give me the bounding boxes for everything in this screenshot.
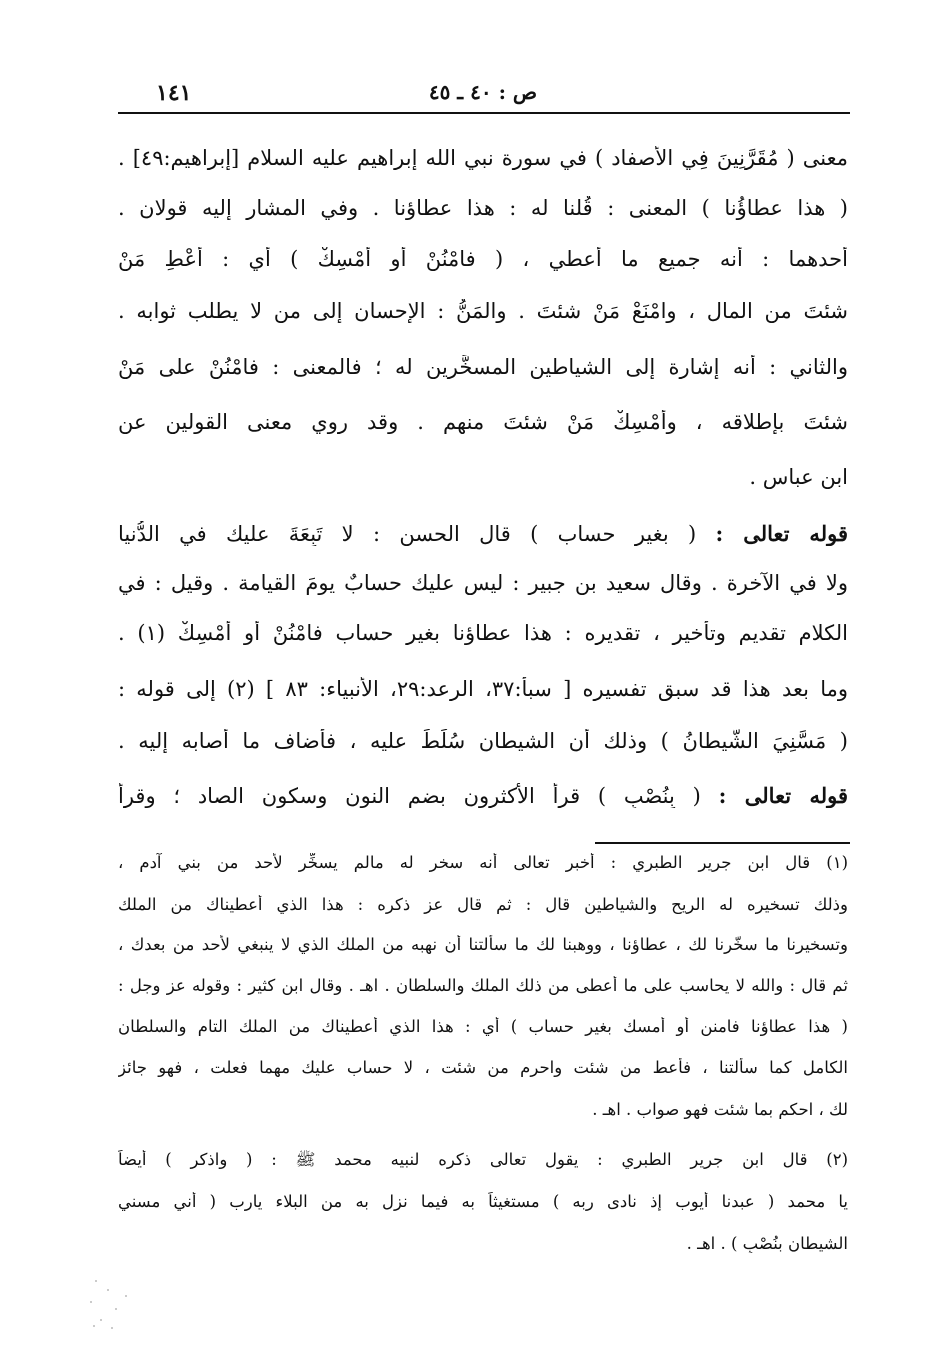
page-header (118, 70, 848, 110)
footnote-line: وذلك تسخيره له الريح والشياطين قال : ثم قال عز ذكره : هذا الذي أعطيناك من الملك (118, 895, 848, 914)
header-divider (118, 112, 850, 114)
footnote-divider (595, 842, 850, 844)
verse-lead-label: قوله تعالى : (718, 783, 848, 808)
verse-lead-label: قوله تعالى : (715, 521, 848, 546)
page-number: ١٤١ (156, 80, 192, 106)
text-line: ( هذا عطاؤُنا ) المعنى : قُلنا له : هذا عطاؤنا . وفي المشار إليه قولان . (118, 196, 848, 220)
footnote-line: (١) قال ابن جرير الطبري : أخبر تعالى أنه سخر له مالم يسخِّر لأحد من بني آدم ، (118, 853, 848, 872)
page-reference: ص : ٤٠ ـ ٤٥ (428, 80, 538, 104)
footnote-line: ( هذا عطاؤنا فامنن أو أمسك بغير حساب ) أي : هذا الذي أعطيناك من الملك التام والسلطان (118, 1017, 848, 1036)
text-line: شئتَ من المال ، وامْنَعْ مَنْ شئتَ . والمَنُّ : الإحسان إلى من لا يطلب ثوابه . (118, 299, 848, 323)
text-line: أحدهما : أنه جميع ما أُعطي ، ( فامْنُنْ أو أَمْسِكْ ) أي : أَعْطِ مَنْ (118, 247, 848, 271)
text-line: قوله تعالى : ( بغير حساب ) قال الحسن : لا تَبِعَةَ عليك في الدُّنيا (118, 521, 848, 546)
text-line: ولا في الآخرة . وقال سعيد بن جبير : ليس عليك حسابٌ يومَ القيامة . وقيل : في (118, 571, 848, 595)
text-line: الكلام تقديم وتأخير ، تقديره : هذا عطاؤنا بغير حساب فامْنُنْ أو أَمْسِكْ (١) . (118, 621, 848, 645)
footnote-line: الكامل كما سألتنا ، فأعط من شئت واحرم من شئت ، لا حساب عليك مهما فعلت ، فهو جائز (118, 1058, 848, 1077)
footnote-line: لك ، احكم بما شئت فهو صواب . اهـ . (592, 1100, 848, 1119)
footnote-line: (٢) قال ابن جرير الطبري : يقول تعالى ذكره لنبيه محمد ﷺ : ( واذكر ) أيضاً (118, 1150, 848, 1169)
text-line: ( مَسَّنِيَ الشَّيطانُ ) وذلك أن الشيطان سُلِّطَ عليه ، فأضاف ما أصابه إليه . (118, 729, 848, 753)
footnote-line: الشيطان بنُصْبٍ ) . اهـ . (686, 1234, 848, 1253)
footnote-line: ثم قال : والله لا يحاسب على ما أعطى من ذلك الملك والسلطان . اهـ . وقال ابن كثير : وقوله عز وجل : (118, 976, 848, 995)
text-line: معنى ( مُقَرَّنِينَ فِي الأَصفاد ) في سورة نبي الله إبراهيم عليه السلام [إبراهيم:٤٩] . (118, 146, 848, 170)
text-line: قوله تعالى : ( بِنُصْبٍ ) قرأ الأكثرون بضم النون وسكون الصاد ؛ وقرأ (118, 783, 848, 808)
text-line: وما بعد هذا قد سبق تفسيره [ سبأ:٣٧، الرعد:٢٩، الأنبياء: ٨٣ ] (٢) إلى قوله : (118, 677, 848, 701)
text-line: والثاني : أنه إشارة إلى الشياطين المسخَّرين له ؛ فالمعنى : فامْنُنْ على مَنْ (118, 355, 848, 379)
footnote-line: وتسخيرنا ما سخّرنا لك ، عطاؤنا ، ووهبنا لك ما سألتنا أن نهبه من الملك الذي لا ينبغي لأحد من بعدك ، (118, 935, 848, 954)
text-line: شئتَ بإطلاقه ، وأَمْسِكْ مَنْ شئتَ منهم . وقد روي معنى القولين عن (118, 410, 848, 434)
text-line: ابن عباس . (749, 465, 848, 489)
scan-noise (85, 1275, 155, 1335)
footnote-line: يا محمد ( عبدنا أيوب إذ نادى ربه ) مستغيثاً به فيما نزل به من البلاء يارب ( أني مسني (118, 1192, 848, 1211)
